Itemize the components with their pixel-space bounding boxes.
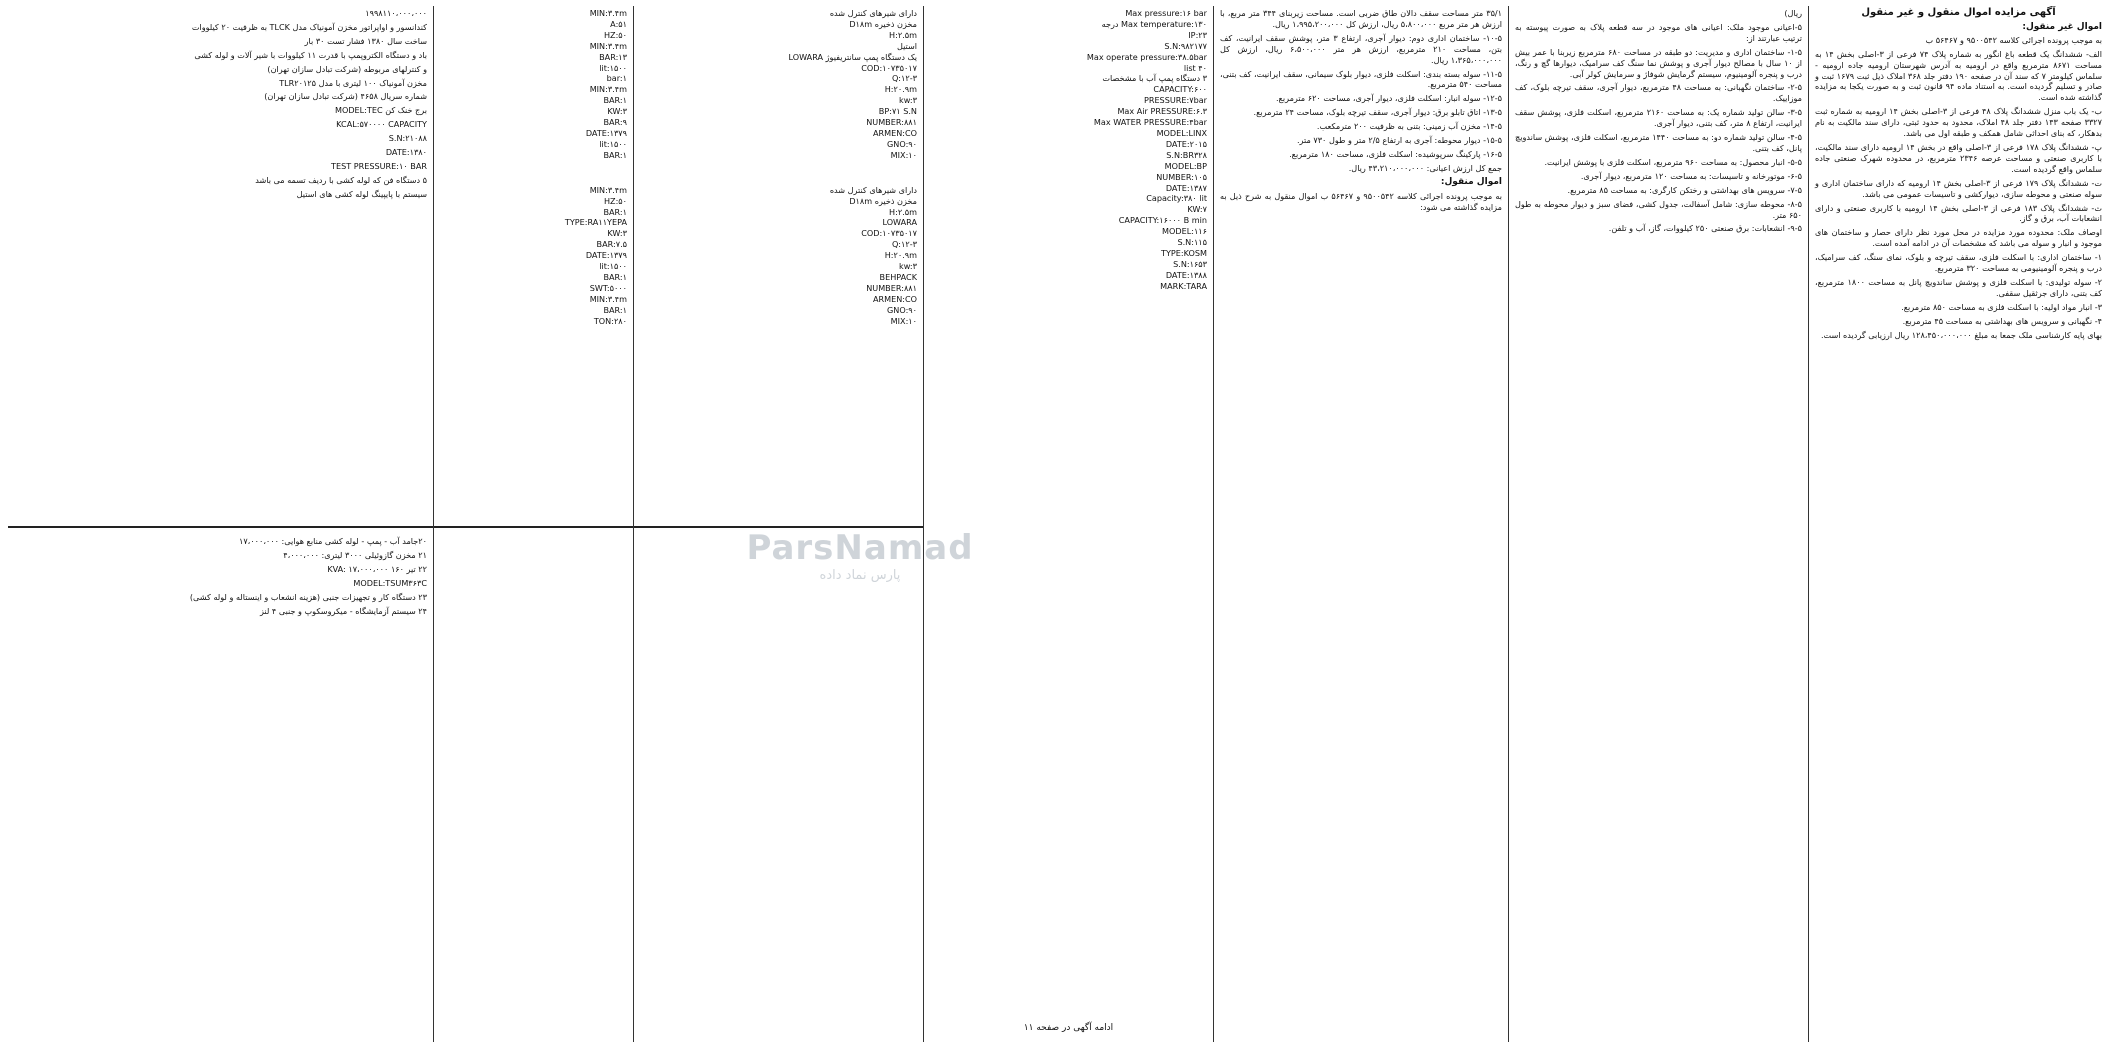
paragraph: الف- ششدانگ یک قطعه باغ انگور به شماره پلاک ۷۴ فرعی از ۳-اصلی بخش ۱۴ به مساحت ۸۶۷۱ مترمربع واقع در ارومیه به آدرس شهرستان ارومیه جاده ارومیه - سلماس کیلومتر ۷ که سند آن در صفحه ۱۹۰ دفتر جلد ۳۶۸ املاک ذیل ثبت ۱۶۷۹ ثبت و صادر و تسلیم گردیده است. به استناد ماده ۹۴ قانون ثبت و به صورت یکجا به مزایده گذاشته شده است. (1815, 48, 2103, 103)
spec-line: CAPACITY:۶۰۰ (1153, 84, 1207, 95)
paragraph: ۲-۵- ساختمان نگهبانی: به مساحت ۴۸ مترمربع، دیوار آجری، سقف تیرچه بلوک، کف موزاییک. (1515, 82, 1803, 104)
spec-line: Q:۱۲-۳ (891, 73, 917, 84)
spec-line: ARMEN:CO (872, 293, 917, 304)
spec-line: BAR:۱۳ (599, 51, 627, 62)
spec-line: MIN:۳.۴m (589, 8, 627, 18)
spec-line: lit:۱۵۰۰ (599, 138, 627, 149)
paragraph: ۱-۵- ساختمان اداری و مدیریت: دو طبقه در مساحت ۶۸۰ مترمربع زیربنا با عمر بیش از ۱۰ سال با مصالح دیوار آجری و پوشش نما سنگ کف سرامیک، دیوارها گچ و رنگ، درب و پنجره آلومینیوم، سیستم گرمایش شوفاژ و سرمایش کولر آبی. (1515, 46, 1802, 79)
spec-line: مخزن ذخیره D۱۸m (849, 18, 917, 29)
spec-line: BAR:۱ (603, 304, 627, 315)
paragraph: ۵-اعیانی موجود ملک: اعیانی های موجود در سه قطعه پلاک به صورت پیوسته به ترتیب عبارتند از: (1515, 21, 1802, 43)
spec-line: دارای شیرهای کنترل شده (829, 184, 917, 195)
spec-line: A:۵۱ (610, 18, 627, 29)
spec-line: BP:۷۱ S.N (878, 106, 917, 117)
spec-line: S.N:۱۱۵ (1177, 237, 1207, 248)
paragraph: ۴- نگهبانی و سرویس های بهداشتی به مساحت ۴۵ مترمربع. (1902, 315, 2102, 326)
spec-line: S.N:۱۶۵۳ (1173, 258, 1207, 269)
col6-lower (440, 185, 627, 327)
paragraph: اوصاف ملک: محدوده مورد مزایده در محل مورد نظر دارای حصار و ساختمان های موجود و انبار و سوله می باشد که مشخصات آن در ادامه آمده است. (1815, 227, 2102, 249)
spec-line: Max Air PRESSURE:۶.۳ (1117, 106, 1207, 117)
paragraph: DATE:۱۳۸۰ (385, 147, 427, 158)
paragraph: و کنترلهای مربوطه (شرکت تبادل سازان تهران) (267, 63, 427, 74)
column-1 (1808, 6, 2108, 1042)
spec-line: یک دستگاه پمپ سانتریفیوژ LOWARA (788, 51, 917, 62)
spec-line: Q:۱۲-۳ (891, 239, 917, 250)
paragraph: ۵ دستگاه فن که لوله کشی با ردیف تسمه می باشد (255, 174, 427, 185)
paragraph: ۲- سوله تولیدی: با اسکلت فلزی و پوشش ساندویچ پانل به مساحت ۱۸۰۰ مترمربع، کف بتنی، دارای جرثقیل سقفی. (1815, 276, 2102, 298)
spec-line: NUMBER:۸۸۱ (866, 117, 917, 128)
col7-upper (14, 8, 427, 205)
spec-line: MIN:۳.۴m (589, 184, 627, 195)
spec-line: ARMEN:CO (872, 127, 917, 138)
spec-line: MARK:TARA (1160, 280, 1207, 291)
spec-line: DATE:۱۳۸۷ (1165, 182, 1207, 193)
spec-line: KW:۳ (607, 106, 627, 117)
watermark-logo-text: ParsNamad (746, 527, 974, 568)
col5-lower (640, 185, 917, 327)
spec-line: IP:۲۳ (1188, 29, 1207, 40)
spec-line: Max operate pressure:۳۸.۵bar (1086, 51, 1207, 62)
paragraph: ۱۴-۵- مخزن آب زمینی: بتنی به ظرفیت ۲۰۰ مترمکعب. (1316, 121, 1502, 132)
spec-line: MIN:۳.۴m (589, 84, 627, 95)
paragraph: ۳- انبار مواد اولیه: با اسکلت فلزی به مساحت ۸۵۰ مترمربع. (1901, 301, 2102, 312)
paragraph: TEST PRESSURE:۱۰ BAR (331, 160, 427, 171)
spec-line: H:۲۰.۹m (884, 84, 917, 95)
spec-line: MIX:۱۰ (890, 149, 917, 160)
page-heading: آگهی مزایده اموال منقول و غیر منقول (1861, 7, 2056, 18)
spec-line: CAPACITY:۱۶۰۰۰ B min (1118, 215, 1207, 226)
paragraph: ۲۴ سیستم آزمایشگاه - میکروسکوپ و جنبی ۴ لنز (259, 605, 427, 616)
spec-line: TON:۲۸۰ (593, 315, 627, 326)
spec-line: MIN:۳.۴m (589, 293, 627, 304)
spec-line: DATE:۱۳۷۹ (585, 127, 627, 138)
section-divider (634, 526, 923, 528)
spec-line: Max temperature:۱۳۰ درجه (1101, 18, 1207, 29)
column-2 (1508, 6, 1808, 1042)
spec-line: HZ:۵۰ (603, 29, 627, 40)
paragraph: ۹-۵- انشعابات: برق صنعتی ۲۵۰ کیلووات، گاز، آب و تلفن. (1608, 223, 1802, 234)
spec-line: DATE:۲۰۱۵ (1165, 138, 1207, 149)
spec-line: Max pressure:۱۶ bar (1125, 8, 1207, 18)
spec-line: H:۲.۵m (889, 29, 917, 40)
paragraph: ث- ششدانگ پلاک ۱۸۳ فرعی از ۳-اصلی بخش ۱۴ ارومیه با کاربری صنعتی و دارای انشعابات آب، برق و گاز. (1815, 202, 2102, 224)
col2-paragraphs (1515, 8, 1802, 239)
paragraph: بهای پایه کارشناسی ملک جمعا به مبلغ ۱۲۸،۴۵۰،۰۰۰،۰۰۰ ریال ارزیابی گردیده است. (1820, 329, 2102, 340)
spec-line: MIX:۱۰ (890, 315, 917, 326)
section-divider (8, 526, 433, 528)
column-6 (433, 6, 633, 1042)
spec-line: GNO:۹۰ (887, 304, 917, 315)
watermark-sub-text: پارس نماد داده (819, 567, 901, 583)
spec-line: BAR:۱ (603, 149, 627, 160)
spec-line: Capacity:۳۸۰ lit (1146, 193, 1207, 204)
paragraph: کندانسور و اواپراتور مخزن آمونیاک مدل TLCK به ظرفیت ۲۰ کیلووات (191, 21, 427, 32)
col7-lower (14, 536, 427, 621)
spec-line: KW:۷ (1187, 204, 1207, 215)
paragraph: ۷-۵- سرویس های بهداشتی و رختکن کارگری: به مساحت ۸۵ مترمربع. (1567, 184, 1802, 195)
spec-line: استیل (896, 40, 917, 51)
spec-line: BAR:۱ (603, 206, 627, 217)
paragraph: ۱۹۹۸۱۱۰،۰۰۰،۰۰۰ (365, 8, 427, 18)
spec-line: S.N:BR۳۲۸ (1166, 149, 1207, 160)
paragraph: ۱- ساختمان اداری: با اسکلت فلزی، سقف تیرچه و بلوک، نمای سنگ، کف سرامیک، درب و پنجره آلومینیومی به مساحت ۳۲۰ مترمربع. (1815, 252, 2102, 274)
section-heading-immovable: اموال غیر منقول: (2022, 21, 2102, 32)
spec-line: ۴۰ list (1183, 62, 1207, 73)
column-5 (633, 6, 923, 1042)
spec-line: H:۲۰.۹m (884, 250, 917, 261)
paragraph: مخزن آمونیاک ۱۰۰ لیتری با مدل TLR۲۰۱۲۵ (279, 77, 427, 88)
paragraph: ساخت سال ۱۳۸۰ فشار تست ۳۰ بار (304, 35, 427, 46)
spec-line: Max WATER PRESSURE:۴bar (1093, 117, 1207, 128)
paragraph: ۳-۵- سالن تولید شماره یک: به مساحت ۲۱۶۰ مترمربع، اسکلت فلزی، پوشش سقف ایرانیت، ارتفاع ۸ متر، کف بتنی، دیوار آجری. (1515, 107, 1802, 129)
spec-line: BAR:۷.۵ (596, 239, 627, 250)
spec-line: GNO:۹۰ (887, 138, 917, 149)
section-heading-movable: اموال منقول: (1440, 176, 1502, 187)
paragraph: ۲۱ مخزن گازوئیلی ۳۰۰۰ لیتری: ۴،۰۰۰،۰۰۰ (283, 549, 427, 560)
spec-line: NUMBER:۱۰۵ (1156, 171, 1207, 182)
paragraph: ۱۳-۵- اتاق تابلو برق: دیوار آجری، سقف تیرچه بلوک، مساحت ۲۴ مترمربع. (1253, 107, 1502, 118)
paragraph: ب- یک باب منزل ششدانگ پلاک ۴۸ فرعی از ۳-اصلی بخش ۱۴ ارومیه به شماره ثبت ۳۳۲۷ صفحه ۱۴۳ دفتر جلد ۴۸ املاک، محدود به حدود ثبتی، دارای سند مالکیت به نام بدهکار، که بنای احداثی شامل همکف و طبقه اول می باشد. (1815, 106, 2102, 139)
column-7 (8, 6, 433, 1042)
paragraph: ۲۳ دستگاه کار و تجهیزات جنبی (هزینه انشعاب و اینستاله و لوله کشی) (189, 591, 427, 602)
spec-line: COD:۱۰۷۳۵۰۱۷ (861, 62, 917, 73)
paragraph: جمع کل ارزش اعیانی: ۴۳،۲۱۰،۰۰۰،۰۰۰ ریال. (1348, 162, 1502, 173)
spec-line: BAR:۹ (603, 117, 627, 128)
spec-line: NUMBER:۸۸۱ (866, 282, 917, 293)
spec-line: lit:۱۵۰۰ (599, 62, 627, 73)
spec-line: دارای شیرهای کنترل شده (829, 8, 917, 18)
paragraph: شماره سریال ۴۶۵۸ (شرکت تبادل سازان تهران) (264, 91, 427, 102)
paragraph: پ- ششدانگ پلاک ۱۷۸ فرعی از ۳-اصلی واقع در بخش ۱۴ ارومیه دارای سند مالکیت، با کاربری صنعتی و مساحت عرصه ۲۳۴۶ مترمربع، در محدوده شهرک صنعتی جاده سلماس واقع گردیده است. (1815, 141, 2102, 174)
paragraph: ۱۵-۵- دیوار محوطه: آجری به ارتفاع ۲/۵ متر و طول ۷۳۰ متر. (1296, 135, 1502, 146)
spec-line: MODEL:LINX (1156, 127, 1207, 138)
paragraph: به موجب پرونده اجرائی کلاسه ۹۵۰۰۵۴۲ و ۵۶۴۶۷ ب اموال منقول به شرح ذیل به مزایده گذاشته می شود: (1220, 190, 1502, 212)
spec-line: BEHPACK (879, 271, 917, 282)
spec-line: bar:۱ (606, 73, 627, 84)
paragraph: ت- ششدانگ پلاک ۱۷۹ فرعی از ۳-اصلی بخش ۱۴ ارومیه که دارای ساختمان اداری و سوله صنعتی و محوطه سازی، دیوارکشی و تاسیسات عمومی می باشد. (1815, 177, 2102, 199)
paragraph: ۵-۵- انبار محصول: به مساحت ۹۶۰ مترمربع، اسکلت فلزی با پوشش ایرانیت. (1544, 156, 1802, 167)
spec-line: DATE:۱۳۷۹ (585, 250, 627, 261)
col1-paragraphs (1815, 35, 2102, 346)
paragraph: سیستم با پایپینگ لوله کشی های استیل (296, 188, 427, 199)
paragraph: S.N:۲۱۰۸۸ (388, 133, 427, 144)
spec-line: مخزن ذخیره D۱۸m (849, 195, 917, 206)
paragraph: MODEL:TSUM۳۶۳C (353, 577, 427, 588)
spec-line: BAR:۱ (603, 271, 627, 282)
spec-line: H:۲.۵m (889, 206, 917, 217)
columns-container (8, 6, 2108, 1042)
paragraph: برج خنک کن MODEL:TEC (334, 105, 427, 116)
spec-line: MODEL:BP (1164, 160, 1207, 171)
spec-line: ۳ دستگاه پمپ آب با مشخصات (1102, 73, 1207, 84)
paragraph: ۱۲-۵- سوله انبار: اسکلت فلزی، دیوار آجری، مساحت ۶۲۰ مترمربع. (1275, 93, 1502, 104)
spec-line: TYPE:RA۱۱YEPA (564, 217, 627, 228)
paragraph: ۸-۵- محوطه سازی: شامل آسفالت، جدول کشی، فضای سبز و دیوار محوطه به طول ۶۵۰ متر. (1515, 198, 1802, 220)
paragraph: باد و دستگاه الکتروپمپ با قدرت ۱۱ کیلووات با شیر آلات و لوله کشی (194, 49, 427, 60)
spec-line: SWT:۵۰۰۰ (589, 282, 627, 293)
spec-line: KW:۳ (607, 228, 627, 239)
paragraph: ۲۲ تیر ۱۶۰ KVA: ۱۷،۰۰۰،۰۰۰ (327, 563, 427, 574)
spec-line: COD:۱۰۷۳۵۰۱۷ (861, 228, 917, 239)
paragraph: ۱۰-۵- ساختمان اداری دوم: دیوار آجری، ارتفاع ۳ متر، پوشش سقف ایرانیت، کف بتن، مساحت ۲۱۰ مترمربع، ارزش هر متر ۶،۵۰۰،۰۰۰ ریال، ارزش کل ۱،۳۶۵،۰۰۰،۰۰۰ ریال. (1220, 32, 1502, 65)
spec-line: TYPE:KOSM (1161, 247, 1207, 258)
section-divider (434, 526, 633, 528)
paragraph: به موجب پرونده اجرائی کلاسه ۹۵۰۰۵۴۲ و ۵۶۴۶۷ ب (1925, 34, 2102, 45)
paragraph: ریال) (1784, 8, 1802, 18)
paragraph: ۴-۵- سالن تولید شماره دو: به مساحت ۱۴۴۰ مترمربع، اسکلت فلزی، پوشش ساندویچ پانل، کف بتنی. (1515, 132, 1802, 153)
spec-line: DATE:۱۳۸۸ (1165, 269, 1207, 280)
spec-line: BAR:۱ (603, 95, 627, 106)
spec-line: kw:۳ (899, 261, 917, 272)
spec-line: kw:۳ (899, 95, 917, 106)
spec-line: MODEL:۱۱۶ (1162, 226, 1207, 237)
paragraph: ۱۱-۵- سوله بسته بندی: اسکلت فلزی، دیوار بلوک سیمانی، سقف ایرانیت، کف بتنی، مساحت ۵۴۰ مترمربع. (1220, 68, 1502, 90)
spec-line: S.N:۹۸۲۱۷۷ (1164, 40, 1207, 51)
spec-line: HZ:۵۰ (603, 195, 627, 206)
paragraph: ۲۰جامد آب - پمپ - لوله کشی منابع هوایی: ۱۷،۰۰۰،۰۰۰ (238, 536, 427, 546)
paragraph: ۱۶-۵- پارکینگ سرپوشیده: اسکلت فلزی، مساحت ۱۸۰ مترمربع. (1289, 148, 1502, 159)
spec-line: PRESSURE:۷bar (1143, 95, 1207, 106)
continue-note: ادامه آگهی در صفحه ۱۱ (1023, 1023, 1114, 1034)
column-3 (1213, 6, 1508, 1042)
spec-line: lit:۱۵۰۰ (599, 261, 627, 272)
col3-paragraphs (1220, 8, 1502, 218)
spec-line: LOWARA (882, 217, 917, 228)
column-4 (923, 6, 1213, 1042)
paragraph: KCAL:۵۷۰۰۰۰ CAPACITY (336, 119, 427, 130)
paragraph: ۳۵/۱ متر مساحت سقف دالان طاق ضربی است. مساحت زیربنای ۳۴۴ متر مربع، با ارزش هر متر مربع ۵،۸۰۰،۰۰۰ ریال، ارزش کل ۱،۹۹۵،۲۰۰،۰۰۰ ریال. (1220, 8, 1502, 29)
paragraph: ۶-۵- موتورخانه و تاسیسات: به مساحت ۱۲۰ مترمربع، دیوار آجری. (1580, 170, 1802, 181)
spec-line: MIN:۳.۴m (589, 40, 627, 51)
